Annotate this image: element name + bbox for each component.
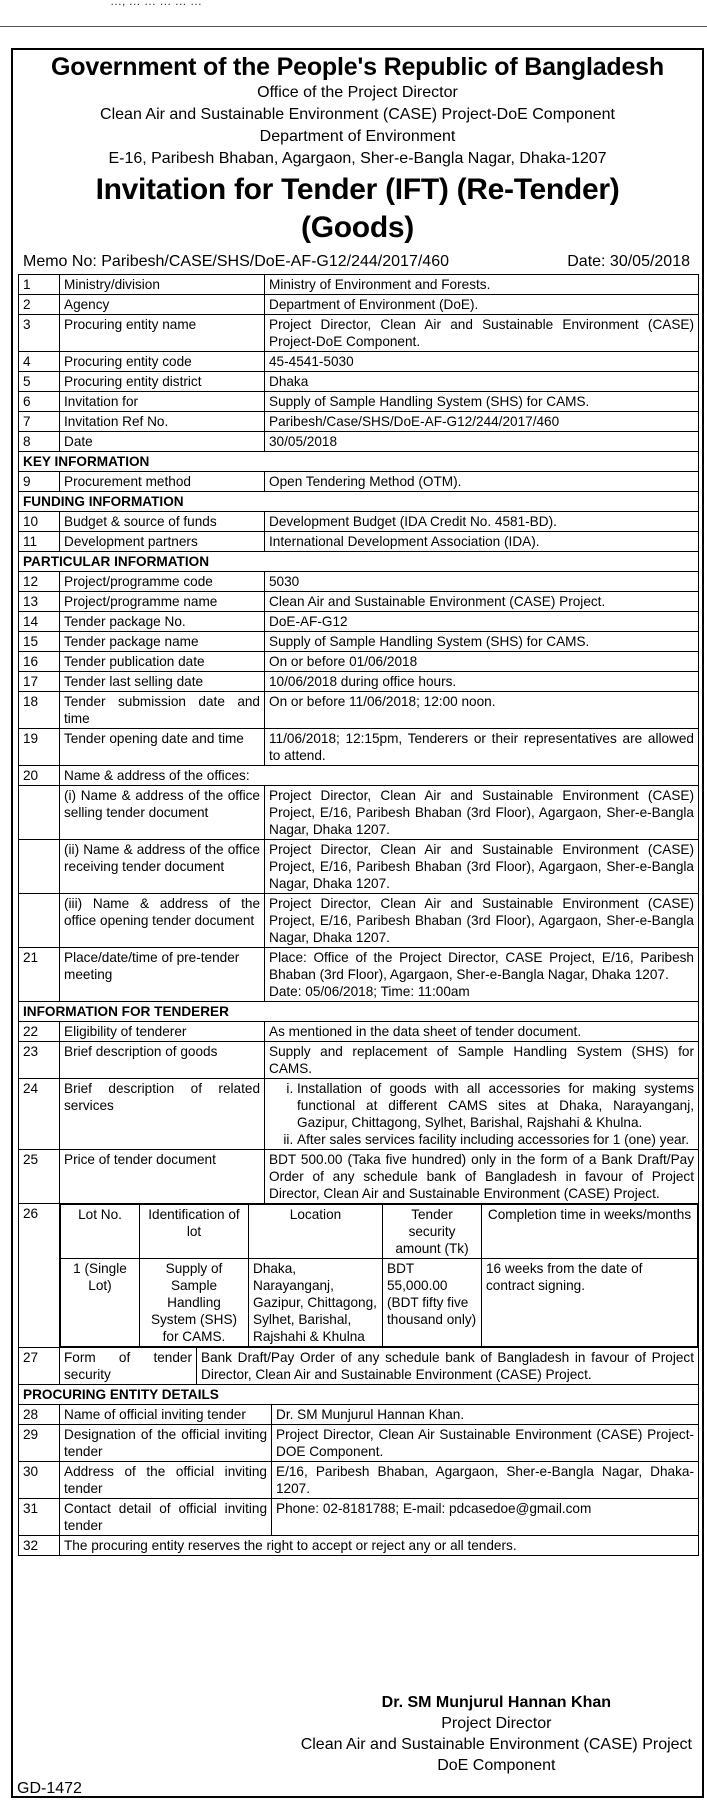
table-row: (i) Name & address of the office selling tender document Project Director, Clean Air and Sustainable Environment (CASE) Project, E/16, Paribesh Bhaban (3rd Floor), Agargaon, Sher-e-Bangla Nagar, Dhaka 1207.: [19, 786, 699, 840]
table-row: 9 Procurement method Open Tendering Method (OTM).: [19, 472, 699, 492]
government-title: Government of the People's Republic of Bangladesh: [51, 53, 664, 81]
section-row: [19, 1002, 699, 1022]
table-row: 23 Brief description of goods Supply and replacement of Sample Handling System (SHS) for CAMS.: [19, 1042, 699, 1079]
table-row: 6 Invitation for Supply of Sample Handling System (SHS) for CAMS.: [19, 392, 699, 412]
table-row: 7 Invitation Ref No. Paribesh/Case/SHS/DoE-AF-G12/244/2017/460: [19, 412, 699, 432]
table-row: 1 Ministry/division Ministry of Environment and Forests.: [19, 275, 699, 295]
project-line: Clean Air and Sustainable Environment (CASE) Project-DoE Component: [100, 106, 615, 123]
address-line: E-16, Paribesh Bhaban, Agargaon, Sher-e-Bangla Nagar, Dhaka-1207: [108, 150, 607, 167]
table-row: 21 Place/date/time of pre-tender meeting Place: Office of the Project Director, CASE Project, E/16, Paribesh Bhaban (3rd Floor), Agargaon, Sher-e-Bangla Nagar, Dhaka 1207. Date: 05/06/2018; Time: 11:00am: [19, 948, 699, 1002]
notice-header: [13, 52, 702, 246]
gd-number: GD-1472: [17, 1780, 82, 1797]
table-row: 26 Lot No. Identification of lot Location Tender security amount (Tk) Completion time in weeks/months 1 (Single Lot) Supply of Sample Handling System (SHS) for CAMS. Dhaka, Narayanganj, Gazipur, Chittagong, Sylhet, Barishal, Rajshahi & Khulna BDT 55,000.00 (BDT fifty five thousand only) 16 weeks from the date of contract signing.: [19, 1204, 699, 1348]
table-row: 17 Tender last selling date 10/06/2018 during office hours.: [19, 672, 699, 692]
table-row: 32 The procuring entity reserves the right to accept or reject any or all tenders.: [19, 1536, 699, 1556]
section-heading: PARTICULAR INFORMATION: [19, 552, 699, 572]
section-row: [19, 492, 699, 512]
table-row: 22 Eligibility of tenderer As mentioned in the data sheet of tender document.: [19, 1022, 699, 1042]
previous-clipping-strip: [0, 0, 707, 27]
table-row: 16 Tender publication date On or before 01/06/2018: [19, 652, 699, 672]
table-row: 10 Budget & source of funds Development Budget (IDA Credit No. 4581-BD).: [19, 512, 699, 532]
table-row: 13 Project/programme name Clean Air and Sustainable Environment (CASE) Project.: [19, 592, 699, 612]
table-row: 5 Procuring entity district Dhaka: [19, 372, 699, 392]
table-row: (iii) Name & address of the office opening tender document Project Director, Clean Air and Sustainable Environment (CASE) Project, E/16, Paribesh Bhaban (3rd Floor), Agargaon, Sher-e-Bangla Nagar, Dhaka 1207.: [19, 894, 699, 948]
signatory-component: DoE Component: [437, 1757, 556, 1774]
section-heading: PROCURING ENTITY DETAILS: [19, 1385, 699, 1405]
table-row: 11 Development partners International Development Association (IDA).: [19, 532, 699, 552]
table-row: 27 Form of tender security Bank Draft/Pay Order of any schedule bank of Bangladesh in favour of Project Director, Clean Air and Sustainable Environment (CASE) Project.: [19, 1348, 699, 1385]
table-row: 18 Tender submission date and time On or before 11/06/2018; 12:00 noon.: [19, 692, 699, 729]
tender-table: [18, 274, 699, 1556]
table-row: 24 Brief description of related services i. Installation of goods with all accessories for making systems functional at different CAMS sites at Dhaka, Narayanganj, Gazipur, Chittagong, Sylhet, Barishal, Rajshahi & Khulna. ii. After sales services facility including accessories for 1 (one) year.: [19, 1079, 699, 1150]
section-heading: FUNDING INFORMATION: [19, 492, 699, 512]
goods-title: (Goods): [301, 211, 414, 244]
ift-title: Invitation for Tender (IFT) (Re-Tender): [95, 173, 620, 206]
section-heading: INFORMATION FOR TENDERER: [19, 1002, 699, 1022]
signature-block: [301, 1692, 692, 1776]
memo-number: Memo No: Paribesh/CASE/SHS/DoE-AF-G12/244/2017/460: [23, 253, 449, 270]
lot-header-row: Lot No. Identification of lot Location Tender security amount (Tk) Completion time in weeks/months: [61, 1205, 698, 1259]
section-row: [19, 552, 699, 572]
table-row: 29 Designation of the official inviting tender Project Director, Clean Air Sustainable Environment (CASE) Project-DOE Component.: [19, 1425, 699, 1462]
section-row: [19, 1385, 699, 1405]
signatory-project: Clean Air and Sustainable Environment (CASE) Project: [300, 1736, 692, 1753]
list-item: ii. After sales services facility including accessories for 1 (one) year.: [297, 1131, 694, 1148]
memo-date: Date: 30/05/2018: [567, 253, 690, 270]
table-row: 12 Project/programme code 5030: [19, 572, 699, 592]
table-row: (ii) Name & address of the office receiving tender document Project Director, Clean Air and Sustainable Environment (CASE) Project, E/16, Paribesh Bhaban (3rd Floor), Agargaon, Sher-e-Bangla Nagar, Dhaka 1207.: [19, 840, 699, 894]
table-row: 8 Date 30/05/2018: [19, 432, 699, 452]
signatory-name: Dr. SM Munjurul Hannan Khan: [381, 1694, 612, 1711]
signatory-title: Project Director: [441, 1715, 552, 1732]
table-row: 30 Address of the official inviting tender E/16, Paribesh Bhaban, Agargaon, Sher-e-Bangla Nagar, Dhaka-1207.: [19, 1462, 699, 1499]
section-heading: KEY INFORMATION: [19, 452, 699, 472]
memo-line: [13, 246, 702, 274]
tender-notice: [11, 48, 704, 1798]
table-row: 31 Contact detail of official inviting tender Phone: 02-8181788; E-mail: pdcasedoe@gmail.com: [19, 1499, 699, 1536]
services-list: [269, 1080, 694, 1148]
office-line: Office of the Project Director: [257, 84, 458, 101]
lot-table: [60, 1204, 698, 1347]
table-row: 14 Tender package No. DoE-AF-G12: [19, 612, 699, 632]
lot-row: 1 (Single Lot) Supply of Sample Handling System (SHS) for CAMS. Dhaka, Narayanganj, Gazipur, Chittagong, Sylhet, Barishal, Rajshahi & Khulna BDT 55,000.00 (BDT fifty five thousand only) 16 weeks from the date of contract signing.: [61, 1259, 698, 1347]
table-row: 3 Procuring entity name Project Director, Clean Air and Sustainable Environment (CASE) Project-DoE Component.: [19, 315, 699, 352]
table-row: 19 Tender opening date and time 11/06/2018; 12:15pm, Tenderers or their representatives are allowed to attend.: [19, 729, 699, 766]
table-row: 25 Price of tender document BDT 500.00 (Taka five hundred) only in the form of a Bank Draft/Pay Order of any schedule bank of Bangladesh in favour of Project Director, Clean Air and Sustainable Environment (CASE) Project.: [19, 1150, 699, 1204]
list-item: i. Installation of goods with all accessories for making systems functional at different CAMS sites at Dhaka, Narayanganj, Gazipur, Chittagong, Sylhet, Barishal, Rajshahi & Khulna.: [297, 1080, 694, 1131]
table-row: 15 Tender package name Supply of Sample Handling System (SHS) for CAMS.: [19, 632, 699, 652]
clipped-text-fragment: …, … … … … …: [110, 0, 203, 8]
table-row: 2 Agency Department of Environment (DoE).: [19, 295, 699, 315]
table-row: 20 Name & address of the offices:: [19, 766, 699, 786]
section-row: [19, 452, 699, 472]
department-line: Department of Environment: [259, 128, 456, 145]
table-row: 4 Procuring entity code 45-4541-5030: [19, 352, 699, 372]
table-row: 28 Name of official inviting tender Dr. SM Munjurul Hannan Khan.: [19, 1405, 699, 1425]
